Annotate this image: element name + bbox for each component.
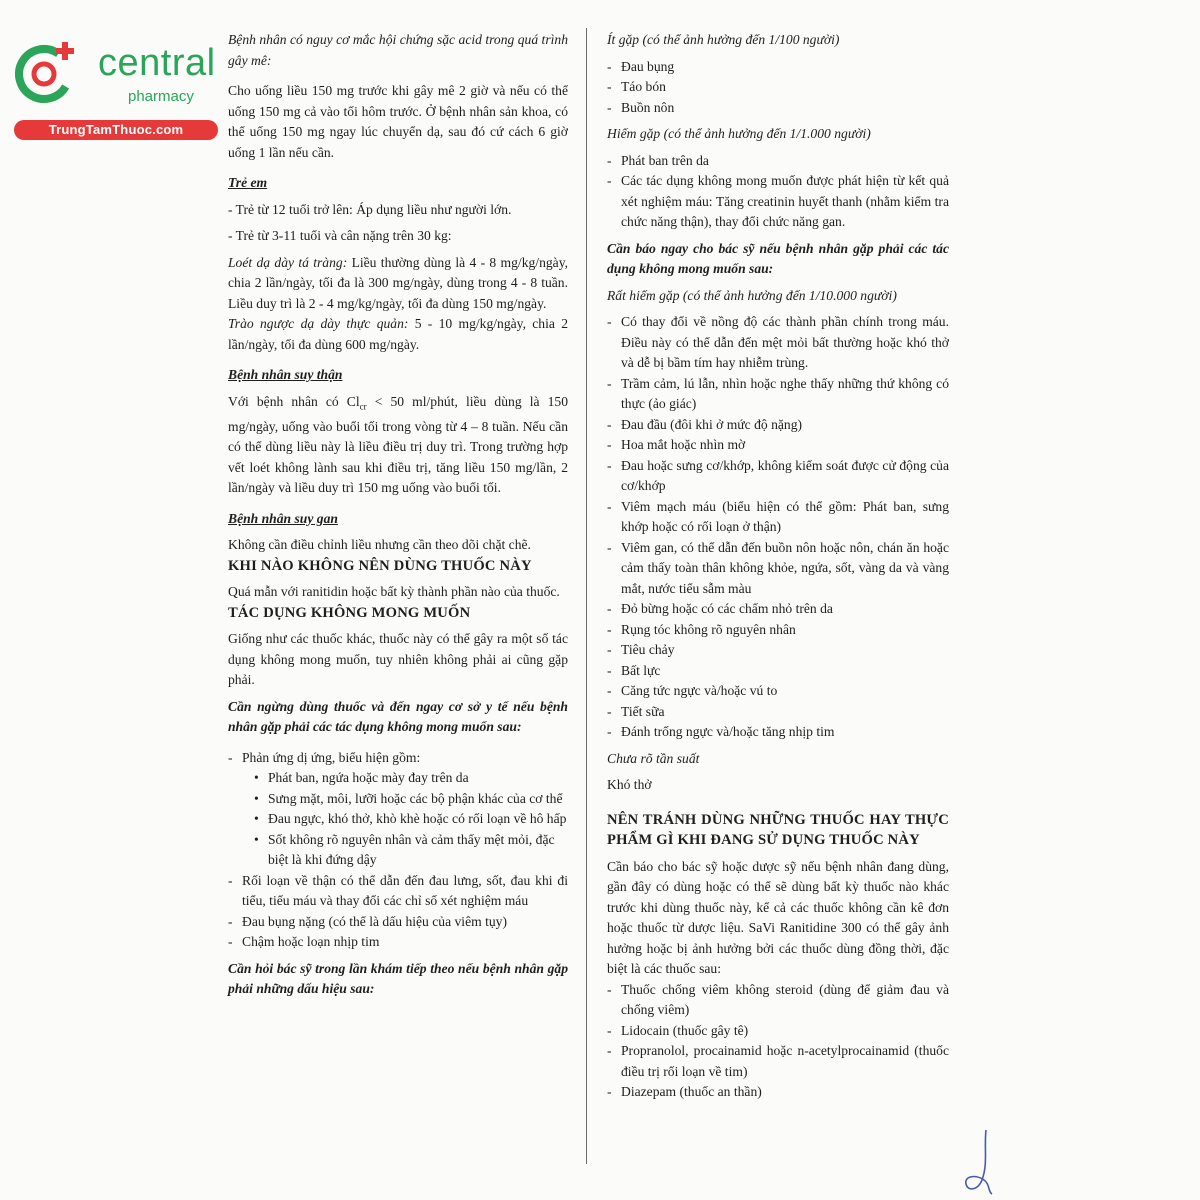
list-item: - Viêm gan, có thể dẫn đến buồn nôn hoặc nôn, chán ăn hoặc cảm thấy toàn thân không khỏe, ngứa, sốt, vàng da và vàng mắt, nước tiểu sẫm màu bbox=[607, 538, 949, 600]
kidney-dosage-text bbox=[228, 392, 568, 499]
pharmacy-cross-logo-icon bbox=[10, 38, 84, 112]
ulcer-dosage bbox=[228, 253, 568, 315]
list-item: - Các tác dụng không mong muốn được phát hiện từ kết quả xét nghiệm máu: Tăng creatinin huyết thanh (nhằm kiểm tra chức năng thận), thay đổi chức năng gan. bbox=[607, 171, 949, 233]
very-rare-list bbox=[607, 312, 949, 743]
column-divider bbox=[586, 28, 587, 1164]
unknown-frequency-label: Chưa rõ tần suất bbox=[607, 750, 700, 766]
list-item: - Tiết sữa bbox=[607, 702, 949, 723]
list-item: - Có thay đổi về nồng độ các thành phần chính trong máu. Điều này có thể dẫn đến mệt mỏi bất thường hoặc khó thở và dễ bị bầm tím hay nhiễm trùng. bbox=[607, 312, 949, 374]
logo-subtitle: pharmacy bbox=[128, 88, 194, 105]
adverse-effects-intro: Giống như các thuốc khác, thuốc này có thể gây ra một số tác dụng không mong muốn, tuy nhiên không phải ai cũng gặp phải. bbox=[228, 631, 568, 688]
serious-effects-list bbox=[228, 748, 568, 953]
very-rare-label: Rất hiếm gặp (có thể ảnh hưởng đến 1/10.000 người) bbox=[607, 287, 897, 303]
kidney-cr-subscript: cr bbox=[359, 401, 367, 412]
pharmacy-logo bbox=[10, 36, 220, 136]
allergy-sublist bbox=[242, 768, 568, 871]
list-item: - Phát ban trên da bbox=[607, 151, 949, 172]
list-item: - Căng tức ngực và/hoặc vú to bbox=[607, 681, 949, 702]
list-item: - Tiêu chảy bbox=[607, 640, 949, 661]
interactions-text: Cần báo cho bác sỹ hoặc dược sỹ nếu bệnh nhân đang dùng, gần đây có dùng hoặc có thể sẽ dùng bất kỳ thuốc nào khác trước khi dùng thuốc này, kể cả các thuốc không cần kê đơn hoặc thuốc từ dược liệu. SaVi Ranitidine 300 có thể gây ảnh hưởng hoặc bị ảnh hưởng bởi các thuốc dùng đồng thời, đặc biệt là các thuốc sau: bbox=[607, 858, 949, 976]
report-warning: Cần báo ngay cho bác sỹ nếu bệnh nhân gặp phải các tác dụng không mong muốn sau: bbox=[607, 240, 949, 276]
list-item: - Chậm hoặc loạn nhịp tim bbox=[228, 932, 568, 953]
ask-doctor-warning: Cần hỏi bác sỹ trong lần khám tiếp theo nếu bệnh nhân gặp phải những dấu hiệu sau: bbox=[228, 960, 568, 997]
list-item: - Hoa mắt hoặc nhìn mờ bbox=[607, 435, 949, 456]
logo-url-badge[interactable]: TrungTamThuoc.com bbox=[14, 120, 218, 140]
list-item: - Đánh trống ngực và/hoặc tăng nhịp tim bbox=[607, 722, 949, 743]
list-item: - Đau đầu (đôi khi ở mức độ nặng) bbox=[607, 415, 949, 436]
rare-label: Hiếm gặp (có thể ảnh hưởng đến 1/1.000 người) bbox=[607, 126, 871, 141]
list-item: - Bất lực bbox=[607, 661, 949, 682]
list-item: • Sưng mặt, môi, lưỡi hoặc các bộ phận khác của cơ thể bbox=[242, 789, 568, 810]
list-item: • Đau ngực, khó thở, khò khè hoặc có rối loạn về hô hấp bbox=[242, 809, 568, 830]
list-item bbox=[228, 748, 568, 871]
reflux-text: 5 - 10 mg/kg/ngày, chia 2 lần/ngày, tối đa dùng 600 mg/ngày. bbox=[228, 316, 568, 352]
uncommon-list bbox=[607, 57, 949, 119]
list-item: • Sốt không rõ nguyên nhân và cảm thấy mệt mỏi, đặc biệt là khi đứng dậy bbox=[242, 830, 568, 871]
list-item: - Trầm cảm, lú lẫn, nhìn hoặc nghe thấy những thứ không có thực (ảo giác) bbox=[607, 374, 949, 415]
list-item: - Đau bụng nặng (có thể là dấu hiệu của viêm tụy) bbox=[228, 912, 568, 933]
contraindication-heading: KHI NÀO KHÔNG NÊN DÙNG THUỐC NÀY bbox=[228, 557, 532, 574]
children-rule-2: - Trẻ từ 3-11 tuổi và cân nặng trên 30 kg: bbox=[228, 228, 452, 243]
list-item: - Diazepam (thuốc an thần) bbox=[607, 1082, 949, 1103]
anesthesia-risk-heading: Bệnh nhân có nguy cơ mắc hội chứng sặc acid trong quá trình gây mê: bbox=[228, 32, 568, 68]
liver-text: Không cần điều chỉnh liều nhưng cần theo dõi chặt chẽ. bbox=[228, 537, 531, 553]
list-item: - Buồn nôn bbox=[607, 98, 949, 119]
reflux-label: Trào ngược dạ dày thực quản: bbox=[228, 316, 409, 331]
list-item: - Rụng tóc không rõ nguyên nhân bbox=[607, 620, 949, 641]
list-item: - Đau hoặc sưng cơ/khớp, không kiểm soát được cử động của cơ/khớp bbox=[607, 456, 949, 497]
list-item: - Thuốc chống viêm không steroid (dùng để giảm đau và chống viêm) bbox=[607, 980, 949, 1021]
interactions-heading: NÊN TRÁNH DÙNG NHỮNG THUỐC HAY THỰC PHẨM GÌ KHI ĐANG SỬ DỤNG THUỐC NÀY bbox=[607, 811, 949, 848]
stop-warning: Cần ngừng dùng thuốc và đến ngay cơ sở y tế nếu bệnh nhân gặp phải các tác dụng không mong muốn sau: bbox=[228, 698, 568, 735]
ulcer-label: Loét dạ dày tá tràng: bbox=[228, 254, 348, 270]
allergy-item: Phản ứng dị ứng, biểu hiện gồm: bbox=[242, 749, 421, 765]
adverse-effects-heading: TÁC DỤNG KHÔNG MONG MUỐN bbox=[228, 604, 471, 621]
list-item: - Đau bụng bbox=[607, 57, 949, 78]
kidney-text-a: Với bệnh nhân có Cl bbox=[228, 393, 360, 409]
left-column bbox=[228, 30, 568, 1000]
interactions-list bbox=[607, 980, 949, 1103]
liver-subheading: Bệnh nhân suy gan bbox=[228, 510, 338, 526]
signature-mark-icon bbox=[958, 1128, 998, 1196]
list-item: - Đỏ bừng hoặc có các chấm nhỏ trên da bbox=[607, 599, 949, 620]
children-rule-1: - Trẻ từ 12 tuổi trở lên: Áp dụng liều như người lớn. bbox=[228, 201, 512, 217]
list-item: - Viêm mạch máu (biểu hiện có thể gồm: Phát ban, sưng khớp hoặc có rối loạn ở thận) bbox=[607, 497, 949, 538]
list-item: - Propranolol, procainamid hoặc n-acetylprocainamid (thuốc điều trị rối loạn về tim) bbox=[607, 1041, 949, 1082]
kidney-subheading: Bệnh nhân suy thận bbox=[228, 367, 343, 382]
list-item: - Rối loạn về thận có thể dẫn đến đau lưng, sốt, đau khi đi tiểu, tiểu máu và thay đổi các chỉ số xét nghiệm máu bbox=[228, 871, 568, 912]
uncommon-label: Ít gặp (có thể ảnh hưởng đến 1/100 người) bbox=[607, 32, 840, 47]
list-item: - Táo bón bbox=[607, 77, 949, 98]
kidney-text-b: < 50 ml/phút, liều dùng là 150 mg/ngày, uống vào buổi tối trong vòng từ 4 – 8 tuần. Nếu cần có thể dùng liều này là liều điều trị duy trì. Trong trường hợp vết loét không lành sau khi điều trị, tăng liều 150 mg/lần, 2 lần/ngày và liều duy trì 150 mg uống vào buổi tối. bbox=[228, 393, 568, 496]
list-item: • Phát ban, ngứa hoặc mày đay trên da bbox=[242, 768, 568, 789]
children-subheading: Trẻ em bbox=[228, 175, 268, 190]
unknown-frequency-item: Khó thở bbox=[607, 777, 652, 792]
anesthesia-dosage-text: Cho uống liều 150 mg trước khi gây mê 2 giờ và nếu có thể uống 150 mg cả vào tối hôm trước. Ở bệnh nhân sản khoa, có thể uống 150 mg ngay lúc chuyển dạ, sau đó cứ cách 6 giờ uống 1 lần nếu cần. bbox=[228, 83, 568, 160]
contraindication-text: Quá mẫn với ranitidin hoặc bất kỳ thành phần nào của thuốc. bbox=[228, 584, 560, 600]
ulcer-text: Liều thường dùng là 4 - 8 mg/kg/ngày, chia 2 lần/ngày, tối đa là 300 mg/ngày, dùng trong 4 - 8 tuần. Liều duy trì là 2 - 4 mg/kg/ngày, tối đa dùng 150 mg/ngày. bbox=[228, 254, 569, 311]
right-column bbox=[607, 30, 949, 1103]
reflux-dosage bbox=[228, 314, 568, 355]
rare-list bbox=[607, 151, 949, 233]
list-item: - Lidocain (thuốc gây tê) bbox=[607, 1021, 949, 1042]
logo-name: central bbox=[98, 42, 216, 84]
